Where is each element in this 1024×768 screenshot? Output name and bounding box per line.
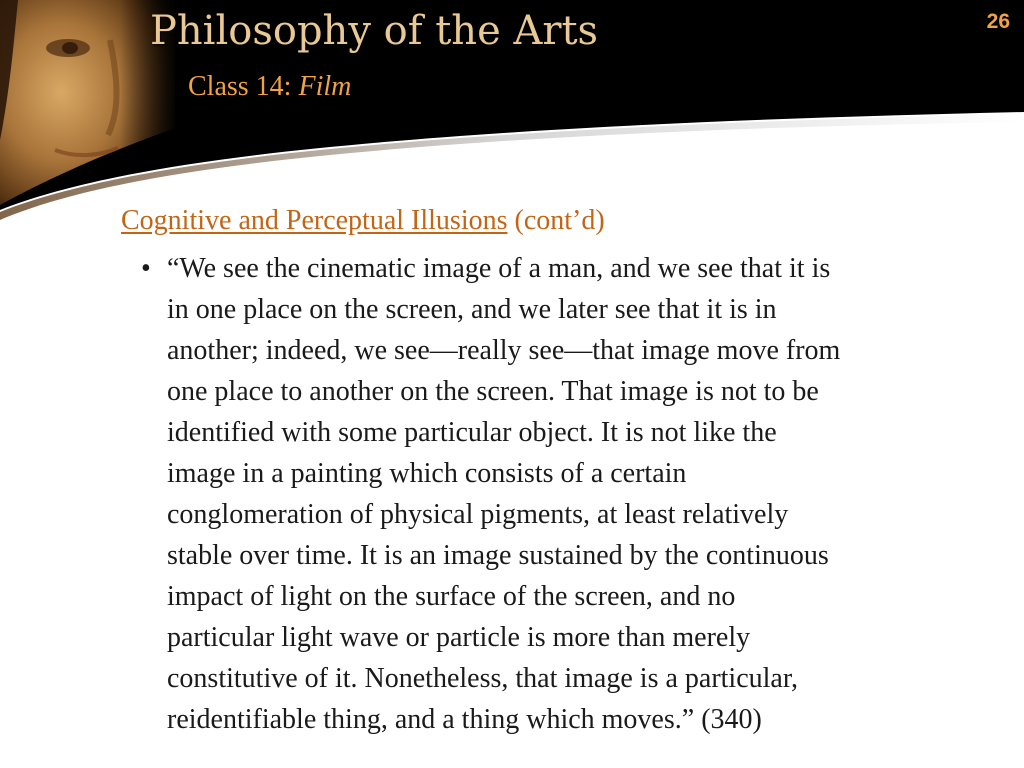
quote-line: identified with some particular object. It is not like the — [167, 417, 777, 448]
heading-suffix: (cont’d) — [514, 205, 605, 236]
quote-line: stable over time. It is an image sustained by the continuous — [167, 540, 829, 571]
quote-line: another; indeed, we see—really see—that image move from — [167, 335, 841, 366]
section-heading — [121, 205, 605, 237]
slide-number: 26 — [986, 10, 1010, 33]
quote-text — [167, 248, 840, 740]
quote-line: image in a painting which consists of a certain — [167, 458, 687, 489]
course-title: Philosophy of the Arts — [150, 8, 599, 54]
quote-line: impact of light on the surface of the screen, and no — [167, 581, 736, 612]
quote-line: one place to another on the screen. That image is not to be — [167, 376, 819, 407]
quote-line: in one place on the screen, and we later see that it is in — [167, 294, 777, 325]
quote-line: constitutive of it. Nonetheless, that image is a particular, — [167, 663, 799, 694]
class-number: Class 14: — [188, 71, 292, 102]
quote-line: reidentifiable thing, and a thing which moves.” (340) — [167, 704, 762, 735]
class-subtitle — [188, 71, 351, 103]
class-topic: Film — [298, 71, 352, 102]
quote-line: “We see the cinematic image of a man, and we see that it is — [167, 253, 831, 284]
quote-line: particular light wave or particle is more than merely — [167, 622, 751, 653]
bullet-icon: • — [141, 253, 151, 284]
quote-line: conglomeration of physical pigments, at least relatively — [167, 499, 789, 530]
heading-link[interactable]: Cognitive and Perceptual Illusions — [121, 205, 508, 236]
